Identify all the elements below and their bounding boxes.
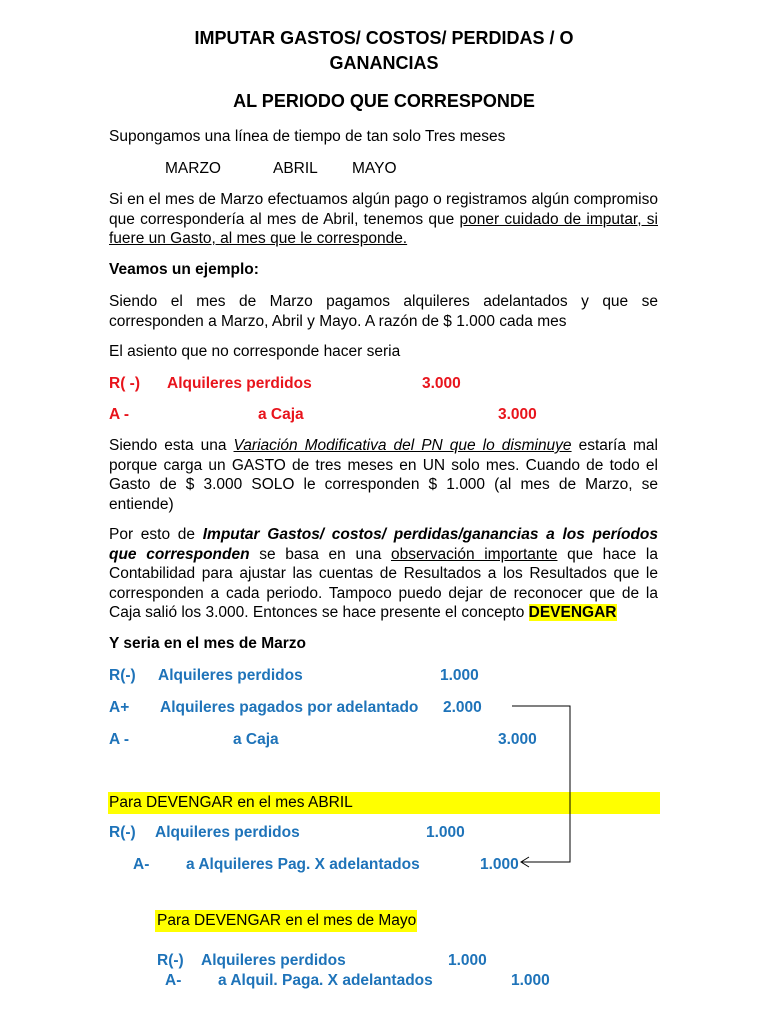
may-entry-code-2: A-: [165, 972, 182, 989]
paragraph-variacion-italic: Variación Modificativa del PN que lo disminuye: [233, 437, 572, 454]
march-entry-amount-2: 2.000: [443, 699, 482, 716]
march-entry-amount-3: 3.000: [498, 731, 537, 748]
wrong-entry-account-1: Alquileres perdidos: [167, 375, 312, 392]
wrong-entry-code-2: A -: [109, 406, 130, 423]
april-entry-amount-2: 1.000: [480, 856, 519, 873]
may-entry-code-1: R(-): [157, 952, 184, 969]
title-line-1: IMPUTAR GASTOS/ COSTOS/ PERDIDAS / O: [194, 28, 574, 48]
march-entry-code-1: R(-): [109, 667, 136, 684]
may-entry-amount-2: 1.000: [511, 972, 550, 989]
march-entry-account-1: Alquileres perdidos: [158, 667, 303, 684]
paragraph-imputar-text: Si en el mes de Marzo efectuamos algún pago o registramos algún compromiso que correspondería al mes de Abril, tenemos que: [109, 191, 658, 228]
paragraph-devengar-bold-italic: Imputar Gastos/ costos/ perdidas/ganancias a los períodos que corresponden: [109, 526, 659, 563]
month-marzo: MARZO: [165, 160, 221, 177]
march-entry-amount-1: 1.000: [440, 667, 479, 684]
march-entry-code-3: A -: [109, 731, 130, 748]
april-entry-code-2: A-: [133, 856, 150, 873]
wrong-entry-amount-2: 3.000: [498, 406, 537, 423]
march-entry-account-3: a Caja: [233, 731, 279, 748]
paragraph-devengar-middle: se basa en una: [249, 545, 391, 563]
paragraph-devengar-underlined: observación importante: [390, 545, 558, 563]
paragraph-wrong-entry: El asiento que no corresponde hacer seria: [109, 343, 401, 360]
april-entry-amount-1: 1.000: [426, 824, 465, 841]
april-entry-account-1: Alquileres perdidos: [155, 824, 300, 841]
may-entry-amount-1: 1.000: [448, 952, 487, 969]
march-heading: Y seria en el mes de Marzo: [109, 635, 307, 652]
month-mayo: MAYO: [352, 160, 397, 177]
may-entry-account-1: Alquileres perdidos: [201, 952, 346, 969]
month-abril: ABRIL: [273, 160, 318, 177]
paragraph-devengar-text: Por esto de: [109, 526, 203, 543]
paragraph-example: Siendo el mes de Marzo pagamos alquileres adelantados y que se corresponden a Marzo, Abril y Mayo. A razón de $ 1.000 cada mes: [109, 293, 658, 330]
intro-text: Supongamos una línea de tiempo de tan solo Tres meses: [109, 128, 506, 145]
april-entry-code-1: R(-): [109, 824, 136, 841]
example-heading: Veamos un ejemplo:: [109, 261, 259, 278]
devengar-highlight: DEVENGAR: [528, 604, 617, 621]
title-line-3: AL PERIODO QUE CORRESPONDE: [233, 91, 535, 111]
april-entry-account-2: a Alquileres Pag. X adelantados: [186, 856, 420, 873]
title-line-2: GANANCIAS: [329, 53, 439, 73]
march-entry-account-2: Alquileres pagados por adelantado: [160, 699, 419, 716]
may-heading: Para DEVENGAR en el mes de Mayo: [157, 912, 417, 929]
paragraph-variacion-rest: estaría mal porque carga un GASTO de tres meses en UN solo mes. Cuando de todo el Gasto de $ 3.000 SOLO le corresponden $ 1.000 (al mes de Marzo, se entiende): [109, 437, 658, 513]
wrong-entry-account-2: a Caja: [258, 406, 304, 423]
paragraph-devengar-rest: que hace la Contabilidad para ajustar las cuentas de Resultados a los Resultados que le corresponden a cada periodo. Tampoco puedo dejar de reconocer que de la Caja salió los 3.000. Entonces se hace presente el concepto: [109, 545, 658, 621]
wrong-entry-code-1: R( -): [109, 375, 140, 392]
march-entry-code-2: A+: [109, 699, 130, 716]
wrong-entry-amount-1: 3.000: [422, 375, 461, 392]
may-entry-account-2: a Alquil. Paga. X adelantados: [218, 972, 433, 989]
paragraph-variacion-text: Siendo esta una: [109, 437, 234, 454]
paragraph-imputar-underlined: poner cuidado de imputar, si fuere un Gasto, al mes que le corresponde.: [109, 210, 658, 247]
april-heading: Para DEVENGAR en el mes ABRIL: [109, 794, 353, 811]
